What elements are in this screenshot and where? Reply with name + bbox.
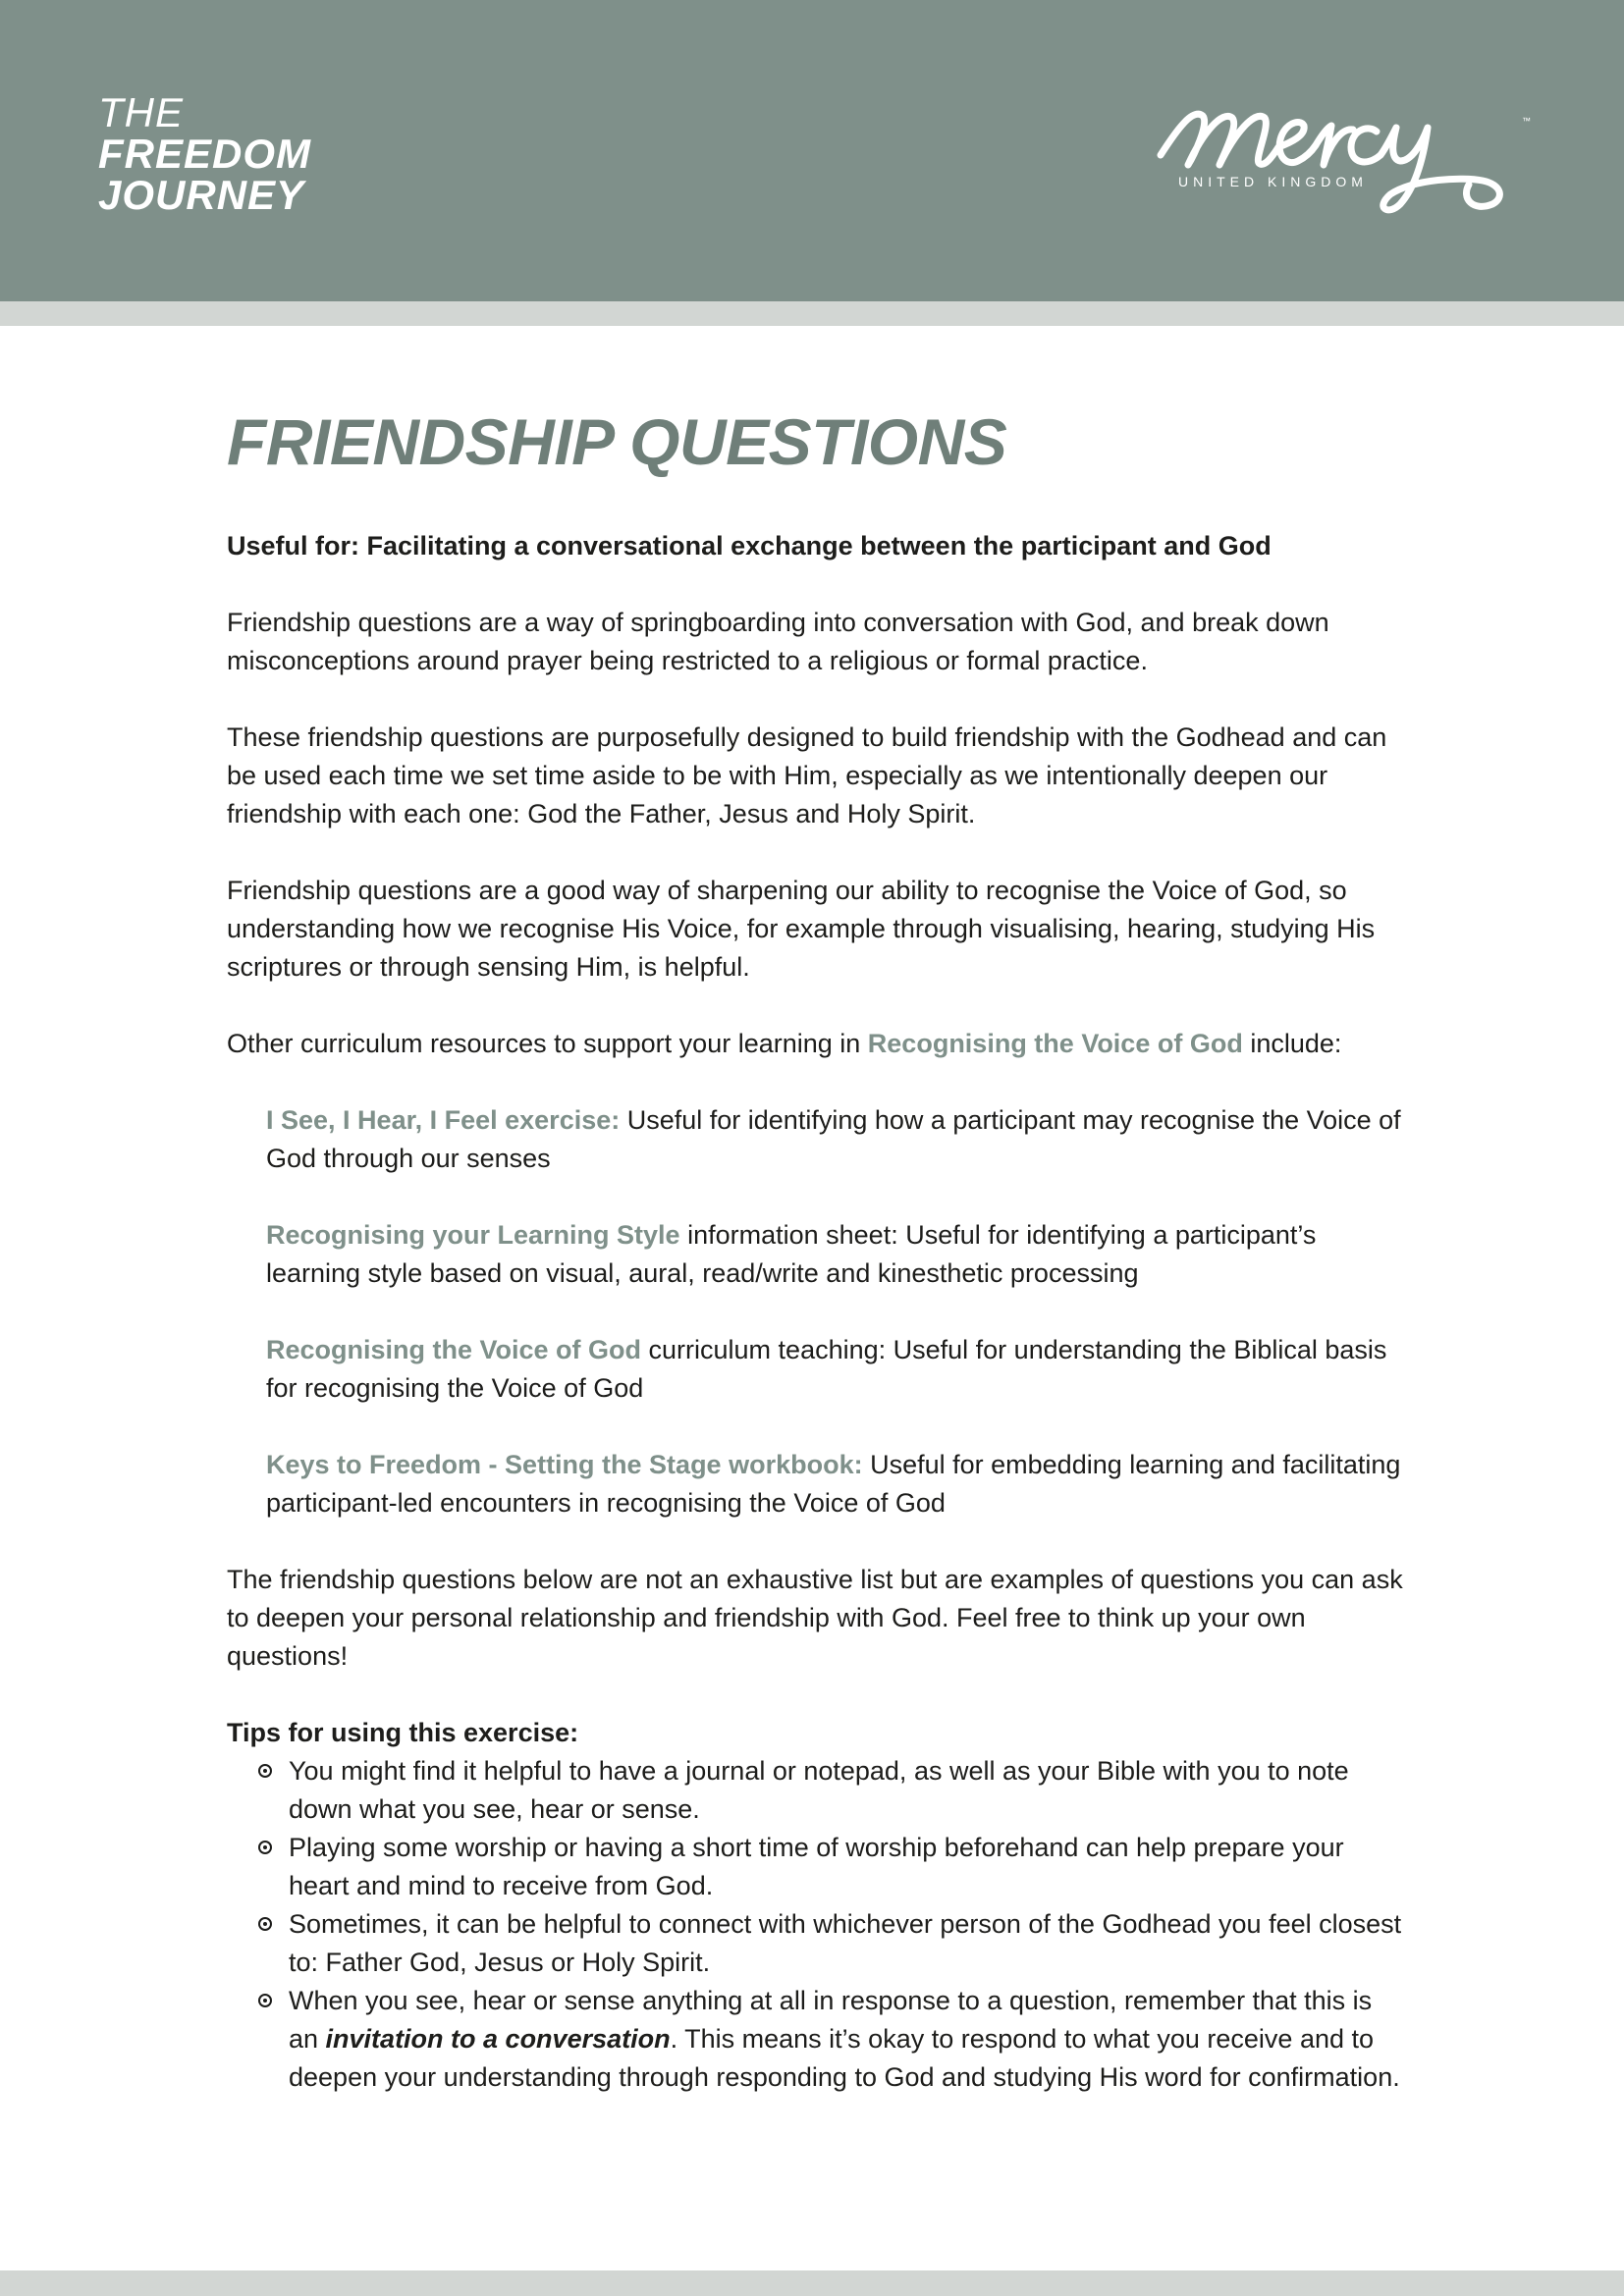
logo-line-journey: JOURNEY — [98, 172, 305, 218]
resource-description: Useful for identifying how a participant may recognise the Voice of God through our senses — [266, 1105, 1401, 1173]
tip-text: You might find it helpful to have a journal or notepad, as well as your Bible with you to note down what you see, hear or sense. — [289, 1756, 1349, 1824]
closing-paragraph: The friendship questions below are not an exhaustive list but are examples of questions you can ask to deepen your personal relationship and friendship with God. Feel free to think up your own questions! — [227, 1565, 1403, 1671]
header-divider-strip — [0, 301, 1624, 326]
resources-intro-before: Other curriculum resources to support your learning in — [227, 1029, 868, 1058]
mercy-subtitle: UNITED KINGDOM — [1178, 174, 1368, 189]
resource-description: information sheet: Useful for identifying a participant’s learning style based on visual, aural, read/write and kinesthetic processing — [266, 1220, 1317, 1288]
resource-description: Useful for embedding learning and facilitating participant-led encounters in recognising the Voice of God — [266, 1450, 1401, 1518]
footer-strip — [0, 2270, 1624, 2296]
paragraph-intro: Friendship questions are a way of springboarding into conversation with God, and break down misconceptions around prayer being restricted to a religious or formal practice. — [227, 608, 1329, 675]
tip-item — [289, 1829, 1405, 1905]
resource-link[interactable]: Recognising the Voice of God — [266, 1335, 642, 1364]
bullet-icon — [258, 1994, 272, 2007]
trademark-symbol: ™ — [1522, 116, 1531, 126]
mercy-logo — [1149, 88, 1542, 236]
paragraph-voice: Friendship questions are a good way of sharpening our ability to recognise the Voice of God, so understanding how we recognise His Voice, for example through visualising, hearing, studying His scriptures or through sensing Him, is helpful. — [227, 876, 1376, 982]
resource-item — [227, 1446, 1405, 1522]
tip-text: Sometimes, it can be helpful to connect with whichever person of the Godhead you feel closest to: Father God, Jesus or Holy Spirit. — [289, 1909, 1402, 1977]
tip-text-after: . This means it’s okay to respond to what you receive and to deepen your understanding through responding to God and studying His word for confirmation. — [289, 2024, 1400, 2092]
freedom-journey-logo — [98, 89, 311, 218]
logo-line-freedom: FREEDOM — [98, 131, 311, 177]
bullet-icon — [258, 1764, 272, 1778]
tip-item — [289, 1752, 1405, 1829]
resource-link[interactable]: I See, I Hear, I Feel exercise: — [266, 1105, 621, 1135]
page-title: FRIENDSHIP QUESTIONS — [227, 405, 1007, 478]
tip-item — [289, 1905, 1405, 1982]
tip-text: Playing some worship or having a short time of worship beforehand can help prepare your heart and mind to receive from God. — [289, 1833, 1344, 1900]
resource-item — [227, 1101, 1405, 1178]
document-body — [227, 398, 1405, 2097]
tip-text-before: When you see, hear or sense anything at all in response to a question, remember that this is an — [289, 1986, 1373, 2054]
paragraph-godhead: These friendship questions are purposefully designed to build friendship with the Godhead and can be used each time we set time aside to be with Him, especially as we intentionally deepen our friendship with each one: God the Father, Jesus and Holy Spirit. — [227, 722, 1387, 828]
bullet-icon — [258, 1841, 272, 1854]
resource-description: curriculum teaching: Useful for understanding the Biblical basis for recognising the Voice of God — [266, 1335, 1387, 1403]
resource-item — [227, 1331, 1405, 1408]
useful-for-line: Useful for: Facilitating a conversational exchange between the participant and God — [227, 531, 1272, 561]
resource-item — [227, 1216, 1405, 1293]
logo-line-the: THE — [98, 89, 184, 135]
resources-intro-after: include: — [1242, 1029, 1342, 1058]
header-banner — [0, 0, 1624, 301]
tips-list — [227, 1752, 1405, 2097]
tips-title: Tips for using this exercise: — [227, 1718, 579, 1747]
tip-emphasis: invitation to a conversation — [325, 2024, 671, 2054]
resource-link[interactable]: Recognising your Learning Style — [266, 1220, 680, 1250]
resource-link[interactable]: Keys to Freedom - Setting the Stage workbook: — [266, 1450, 863, 1479]
bullet-icon — [258, 1917, 272, 1931]
resources-intro — [227, 1025, 1405, 1063]
resources-intro-link[interactable]: Recognising the Voice of God — [867, 1029, 1243, 1058]
tip-item — [289, 1982, 1405, 2097]
